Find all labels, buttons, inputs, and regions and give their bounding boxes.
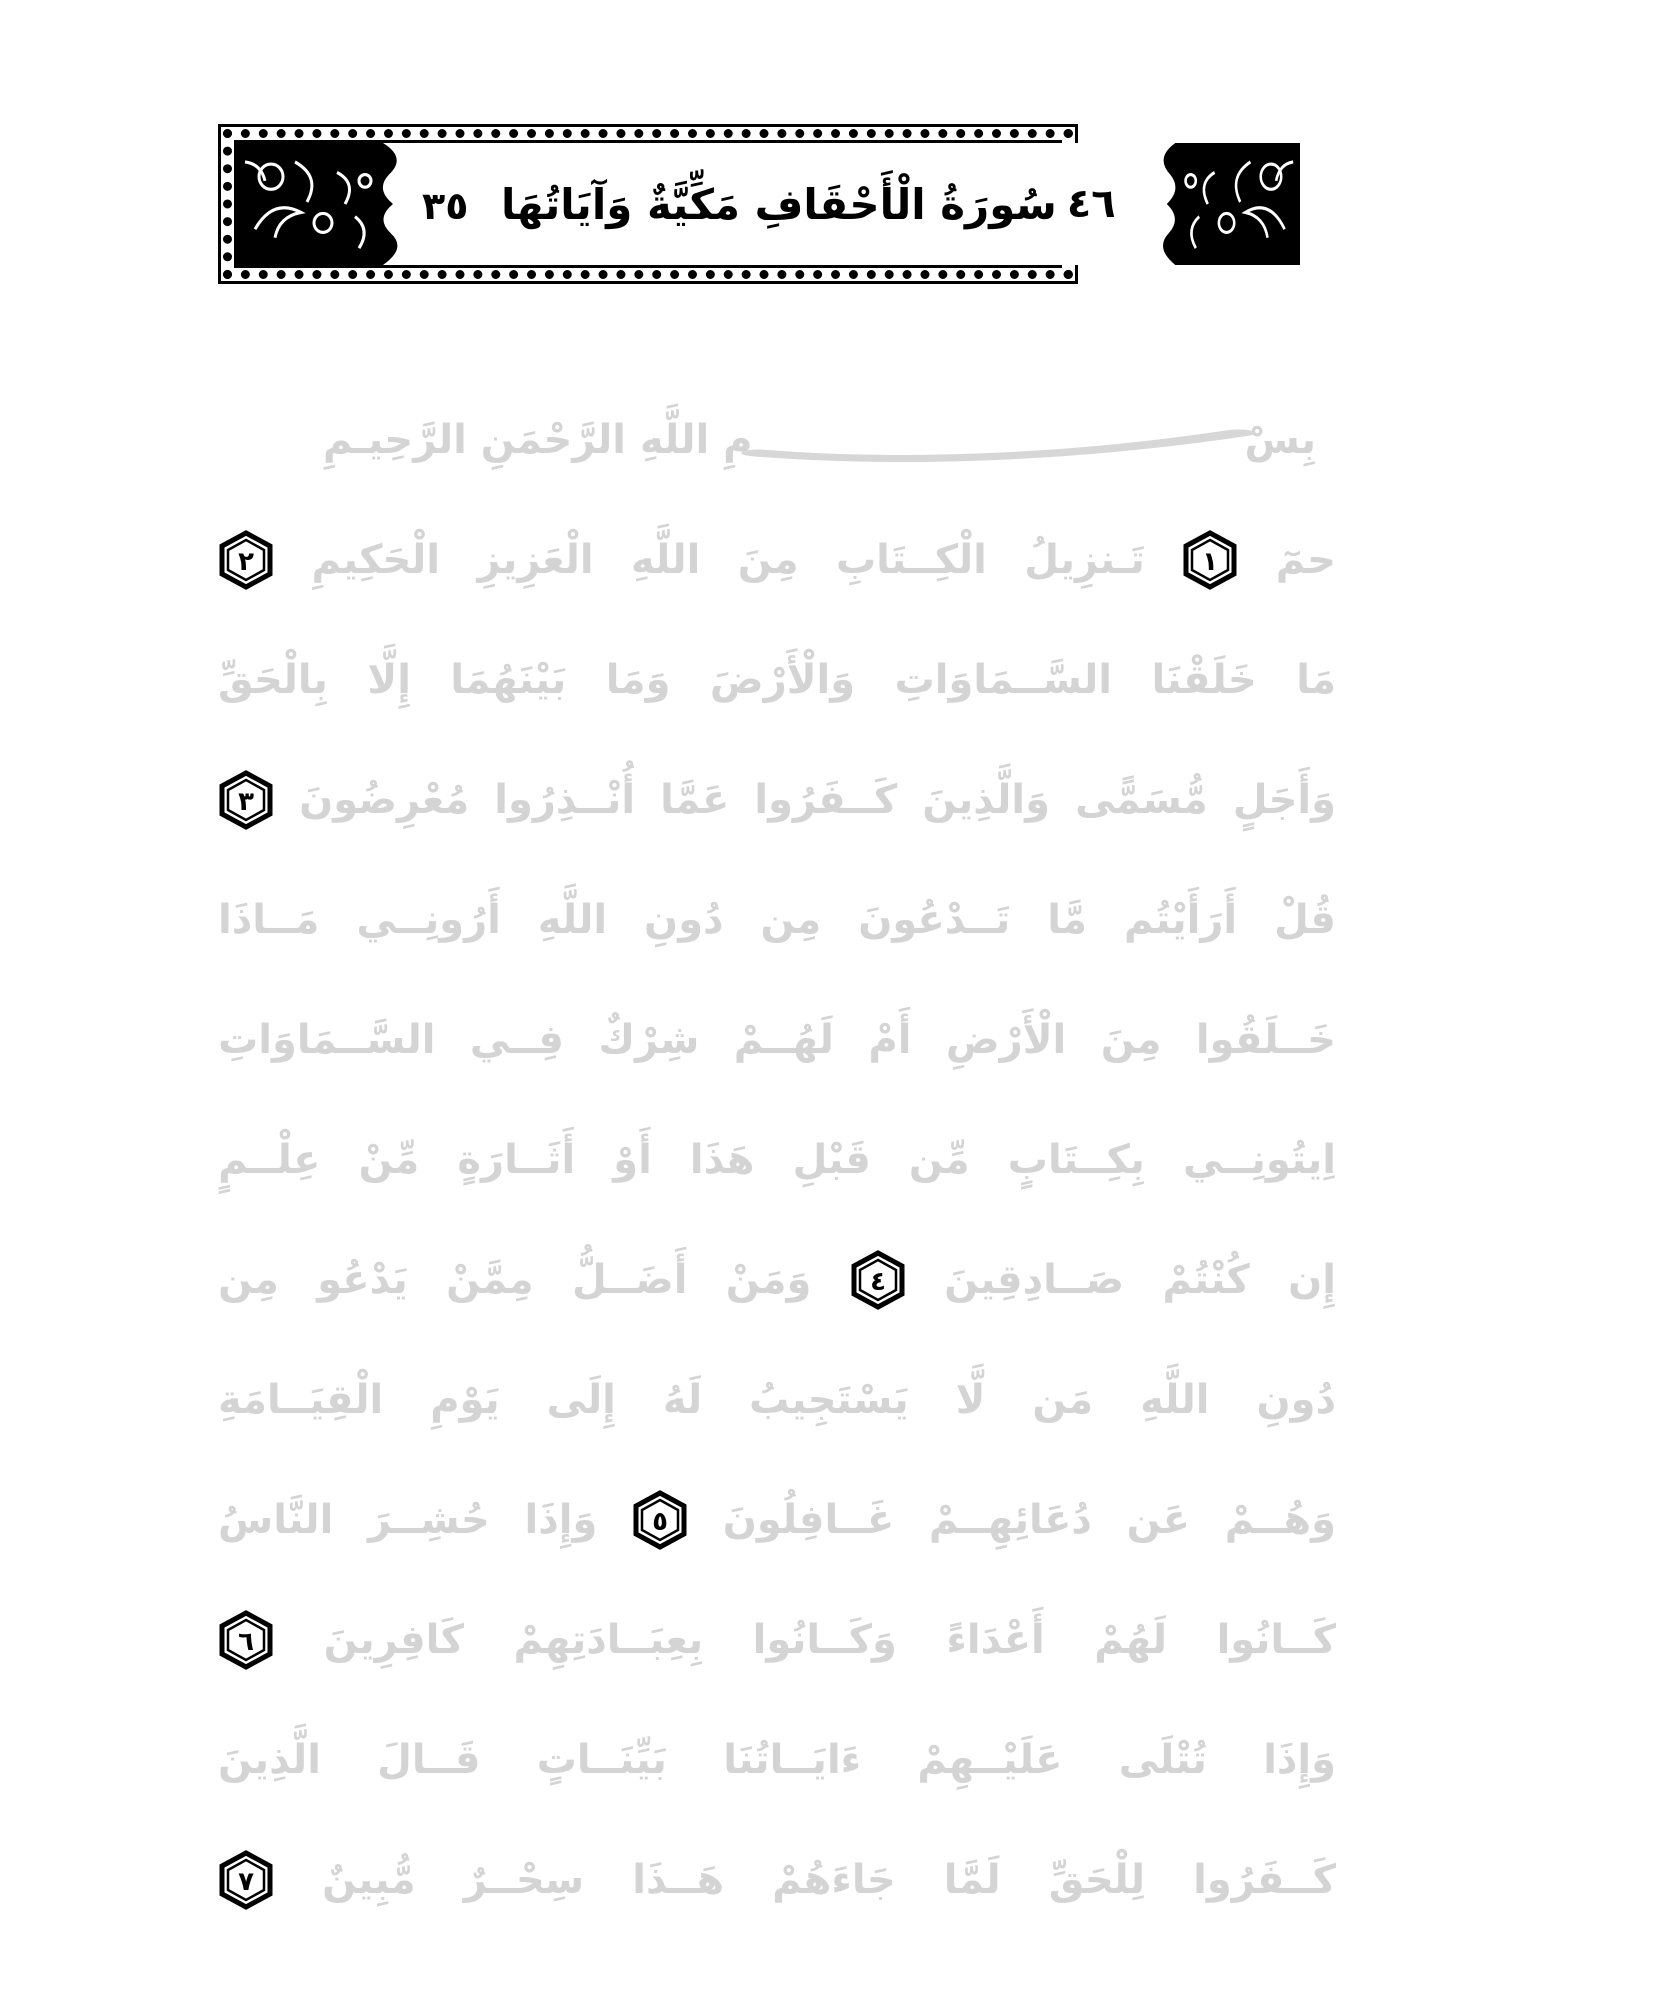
quran-word: عَن bbox=[1126, 1497, 1190, 1543]
quran-word: لَهُمْ bbox=[1094, 1617, 1168, 1663]
svg-text:٣: ٣ bbox=[238, 787, 254, 817]
quran-word: وَالْأَرْضَ bbox=[709, 657, 856, 703]
verse-number-medallion bbox=[1182, 530, 1238, 590]
verse-number-medallion bbox=[218, 770, 274, 830]
quran-word: لَمَّا bbox=[943, 1857, 1001, 1903]
ayah-count: ٣٥ bbox=[422, 183, 469, 228]
bismillah-end: مِ اللَّهِ الرَّحْمَنِ الرَّحِيـمِ bbox=[323, 417, 753, 463]
quran-word: الْعَزِيزِ bbox=[477, 537, 594, 583]
quran-word: دُونِ bbox=[644, 897, 724, 943]
quran-word: فِــي bbox=[469, 1017, 564, 1063]
quran-word: اللَّهِ bbox=[1140, 1377, 1210, 1423]
svg-text:٧: ٧ bbox=[238, 1867, 254, 1897]
quran-word: أَعْدَاءً bbox=[946, 1617, 1045, 1663]
surah-title-text: سُورَةُ الْأَحْقَافِ مَكِّيَّةٌ وَآيَاتُهَا bbox=[501, 179, 1057, 229]
quran-word: لَهُ bbox=[662, 1377, 703, 1423]
quran-word: أَمْ bbox=[868, 1017, 912, 1063]
quran-word: مِنَ bbox=[737, 537, 799, 583]
quran-word: تُتْلَى bbox=[1118, 1737, 1207, 1783]
quran-word: دُعَائِهِــمْ bbox=[928, 1497, 1092, 1543]
verse-line bbox=[218, 860, 1336, 980]
quran-word: اللَّهِ bbox=[537, 897, 608, 943]
verse-line bbox=[218, 1460, 1336, 1580]
quran-word: حمٓ bbox=[1275, 537, 1336, 583]
quran-word: بِالْحَقِّ bbox=[218, 657, 328, 703]
quran-word: وَإِذَا bbox=[1263, 1737, 1336, 1783]
quran-word: أَضَــلُّ bbox=[572, 1257, 688, 1303]
quran-word: وَالَّذِينَ bbox=[922, 777, 1050, 823]
quran-word: لَّا bbox=[955, 1377, 986, 1423]
verse-lines bbox=[218, 380, 1336, 1940]
verse-number-medallion bbox=[632, 1490, 688, 1550]
svg-text:٤: ٤ bbox=[869, 1267, 886, 1297]
verse-line bbox=[218, 980, 1336, 1100]
verse-line bbox=[218, 1340, 1336, 1460]
header-band-inner bbox=[234, 140, 1116, 268]
quran-word: إِلَّا bbox=[367, 657, 411, 703]
quran-word: أُنْــذِرُوا bbox=[494, 777, 636, 823]
quran-word: عَلَيْــهِمْ bbox=[917, 1737, 1063, 1783]
quran-word: حُشِــرَ bbox=[368, 1497, 490, 1543]
verse-line bbox=[218, 1220, 1336, 1340]
quran-word: كَــفَرُوا bbox=[1193, 1857, 1336, 1903]
quran-word: تَــدْعُونَ bbox=[858, 897, 1011, 943]
quran-word: الْأَرْضِ bbox=[945, 1017, 1067, 1063]
quran-word: وَمَنْ bbox=[725, 1257, 812, 1303]
quran-word: قَــالَ bbox=[377, 1737, 481, 1783]
svg-text:٦: ٦ bbox=[238, 1627, 255, 1657]
quran-word: مُعْرِضُونَ bbox=[299, 777, 470, 823]
quran-word: خَــلَقُوا bbox=[1195, 1017, 1336, 1063]
bismillah-line bbox=[218, 380, 1336, 500]
quran-word: كَافِرِينَ bbox=[323, 1617, 464, 1663]
quran-word: الْحَكِيمِ bbox=[311, 537, 441, 583]
quran-word: إِلَى bbox=[546, 1377, 616, 1423]
quran-word: شِرْكٌ bbox=[598, 1017, 700, 1063]
quran-word: بَيِّنَــاتٍ bbox=[536, 1737, 667, 1783]
quran-word: مَّا bbox=[1047, 897, 1088, 943]
quran-word: يَسْتَجِيبُ bbox=[749, 1377, 909, 1423]
verse-line bbox=[218, 1820, 1336, 1940]
quran-word: مِنَ bbox=[1100, 1017, 1162, 1063]
verse-line bbox=[218, 500, 1336, 620]
quran-word: صَــادِقِينَ bbox=[944, 1257, 1125, 1303]
quran-word: مِن bbox=[218, 1257, 279, 1303]
verse-number-medallion bbox=[218, 530, 274, 590]
quran-word: مِن bbox=[760, 897, 822, 943]
quran-word: اللَّهِ bbox=[631, 537, 701, 583]
quran-word: قُلْ bbox=[1274, 897, 1336, 943]
quran-word: الْقِيَــامَةِ bbox=[218, 1377, 384, 1423]
quran-word: أَرَأَيْتُم bbox=[1123, 897, 1238, 943]
quran-word: خَلَقْنَا bbox=[1151, 657, 1257, 703]
quran-word: الْكِــتَابِ bbox=[835, 537, 987, 583]
verse-line bbox=[218, 1700, 1336, 1820]
quran-word: يَدْعُو bbox=[317, 1257, 408, 1303]
verse-number-medallion bbox=[850, 1250, 906, 1310]
quran-word: مِّنْ bbox=[358, 1137, 420, 1183]
surah-title bbox=[422, 180, 1057, 229]
quran-word: قَبْلِ bbox=[792, 1137, 871, 1183]
surah-number: ٤٦ bbox=[1066, 181, 1116, 227]
verse-line bbox=[218, 620, 1336, 740]
quran-word: يَوْمِ bbox=[430, 1377, 500, 1423]
kashida-stroke-icon bbox=[758, 417, 1238, 477]
quran-word: مُّسَمًّى bbox=[1075, 777, 1208, 823]
quran-word: بِعِبَــادَتِهِمْ bbox=[513, 1617, 704, 1663]
quran-word: النَّاسُ bbox=[218, 1497, 334, 1543]
title-cartouche bbox=[422, 143, 1142, 265]
quran-word: كُنْتُمْ bbox=[1162, 1257, 1250, 1303]
quran-word: بِكِــتَابٍ bbox=[1007, 1137, 1145, 1183]
quran-word: السَّــمَاوَاتِ bbox=[218, 1017, 436, 1063]
verse-line bbox=[218, 1100, 1336, 1220]
quran-word: لِلْحَقِّ bbox=[1048, 1857, 1146, 1903]
quran-word: هَــذَا bbox=[632, 1857, 725, 1903]
quran-word: عِلْــمٍ bbox=[218, 1137, 321, 1183]
quran-word: غَــافِلُونَ bbox=[722, 1497, 895, 1543]
quran-word: وَهُــمْ bbox=[1224, 1497, 1336, 1543]
quran-word: مِمَّنْ bbox=[446, 1257, 534, 1303]
verse-line bbox=[218, 740, 1336, 860]
quran-word: كَــفَرُوا bbox=[754, 777, 898, 823]
quran-word: مُّبِينٌ bbox=[322, 1857, 416, 1903]
svg-text:١: ١ bbox=[1202, 547, 1219, 577]
svg-text:٥: ٥ bbox=[652, 1507, 668, 1537]
quran-word: كَــانُوا bbox=[1216, 1617, 1336, 1663]
quran-word: هَذَا bbox=[689, 1137, 755, 1183]
quran-word: عَمَّا bbox=[660, 777, 730, 823]
quran-word: أَوْ bbox=[613, 1137, 652, 1183]
quran-word: تَـنزِيلُ bbox=[1024, 537, 1145, 583]
bismillah-start: بِسْ bbox=[1244, 417, 1316, 463]
quran-word: مَن bbox=[1032, 1377, 1094, 1423]
verse-number-medallion bbox=[218, 1610, 274, 1670]
quran-word: وَمَا bbox=[605, 657, 671, 703]
quran-word: إِن bbox=[1288, 1257, 1336, 1303]
quran-word: وَأَجَلٍ bbox=[1232, 777, 1336, 823]
quran-word: الَّذِينَ bbox=[218, 1737, 321, 1783]
quran-word: اِيتُونِــي bbox=[1183, 1137, 1336, 1183]
quran-word: أَثَــارَةٍ bbox=[457, 1137, 576, 1183]
quran-word: جَاءَهُمْ bbox=[772, 1857, 896, 1903]
verse-number-medallion bbox=[218, 1850, 274, 1910]
quran-word: لَهُــمْ bbox=[733, 1017, 834, 1063]
quran-word: بَيْنَهُمَا bbox=[450, 657, 567, 703]
quran-word: وَإِذَا bbox=[524, 1497, 598, 1543]
quran-word: ءَايَــاتُنَا bbox=[723, 1737, 862, 1783]
surah-header-band bbox=[218, 124, 1116, 284]
quran-word: مَــاذَا bbox=[218, 897, 320, 943]
quran-word: السَّــمَاوَاتِ bbox=[894, 657, 1112, 703]
quran-word: أَرُونِــي bbox=[356, 897, 501, 943]
beaded-border bbox=[223, 129, 1116, 279]
verse-line bbox=[218, 1580, 1336, 1700]
quran-word: مَا bbox=[1296, 657, 1336, 703]
quran-word: سِحْــرٌ bbox=[463, 1857, 585, 1903]
svg-text:٢: ٢ bbox=[238, 547, 255, 577]
quran-word: دُونِ bbox=[1256, 1377, 1336, 1423]
quran-word: مِّن bbox=[908, 1137, 970, 1183]
quran-word: وَكَــانُوا bbox=[752, 1617, 897, 1663]
arabesque-corner-right-icon bbox=[1142, 143, 1300, 265]
arabesque-corner-left-icon bbox=[237, 143, 422, 265]
